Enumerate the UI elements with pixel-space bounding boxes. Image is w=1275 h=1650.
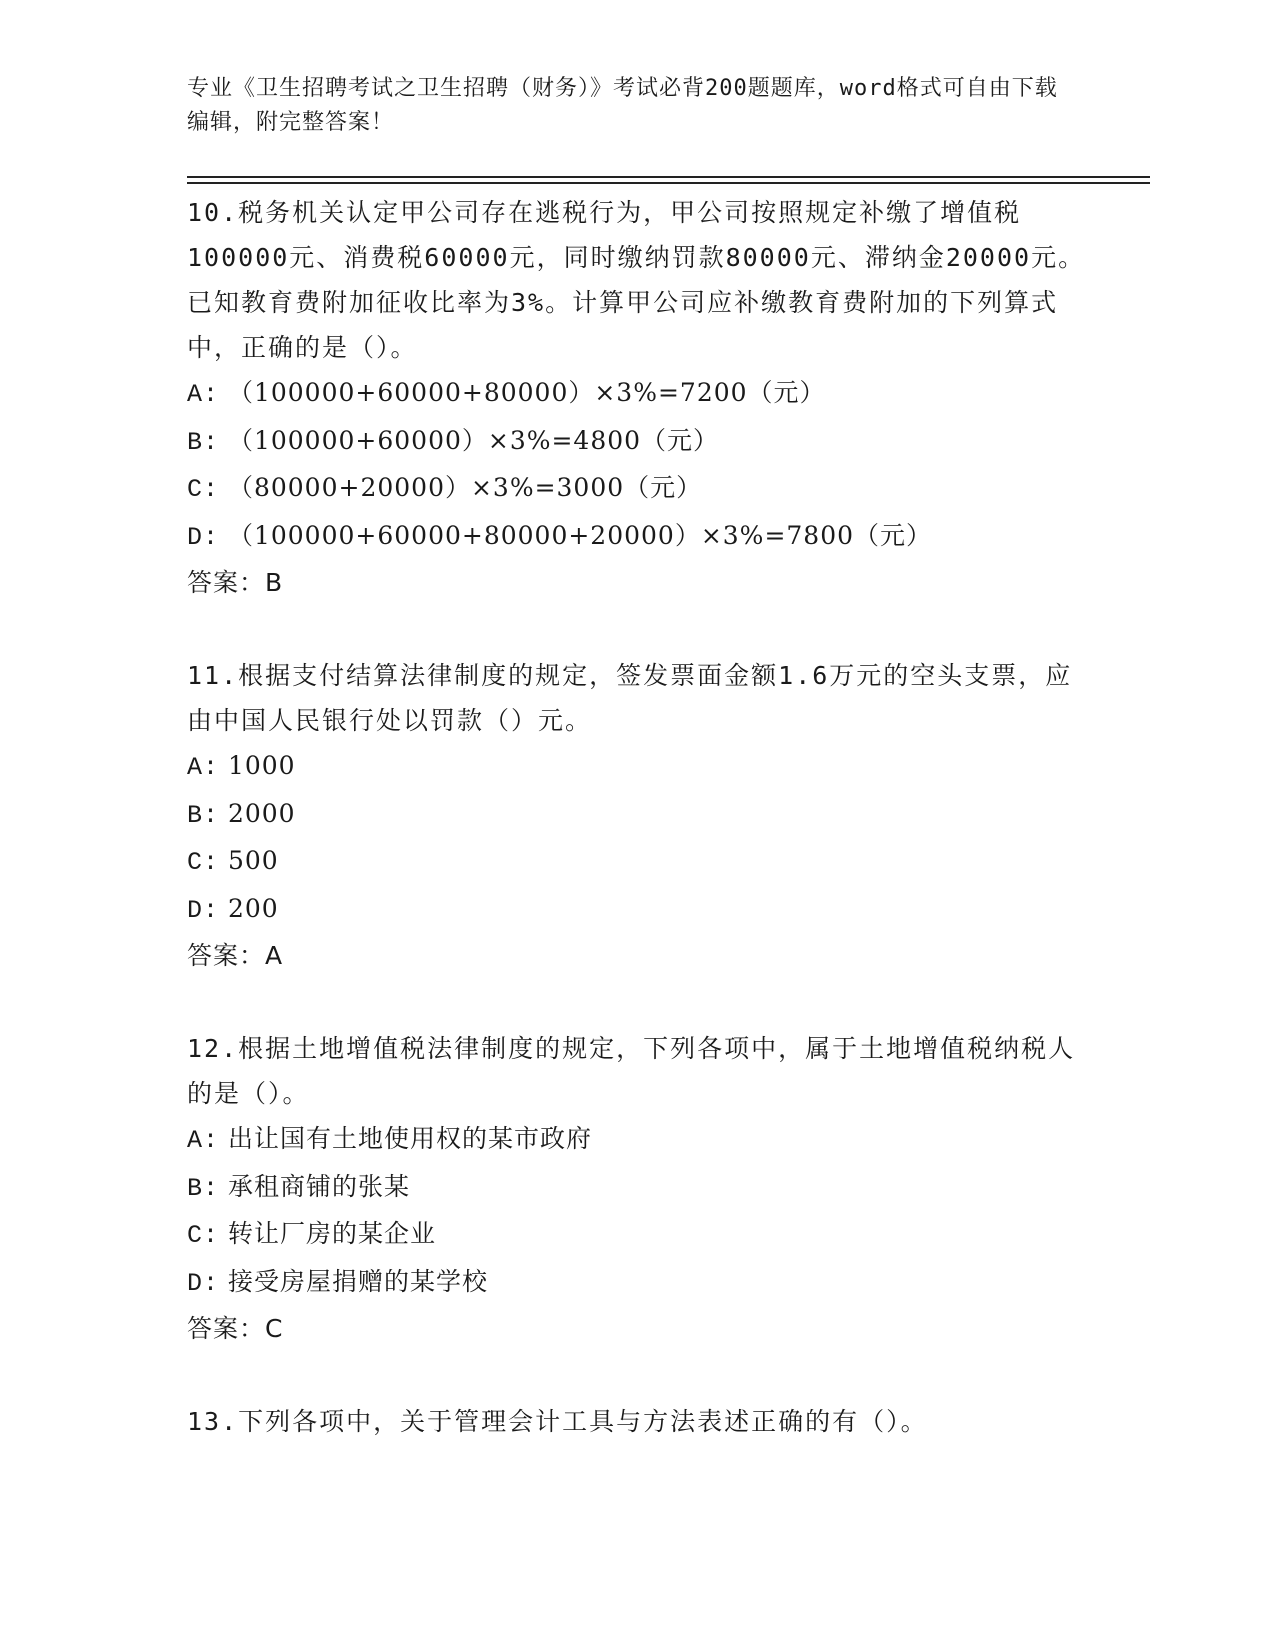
option-d: D: （100000+60000+80000+20000）×3%=7800（元） [187,520,933,552]
option-c: C: 500 [187,846,279,877]
option-b: B: 承租商铺的张某 [187,1171,410,1203]
option-c: C: 转让厂房的某企业 [187,1219,436,1250]
question-stem: 13.下列各项中，关于管理会计工具与方法表述正确的有（）。 [187,1407,928,1436]
question-11 [187,653,1087,978]
option-d: D: 接受房屋捐赠的某学校 [187,1266,488,1298]
option-a: A: 出让国有土地使用权的某市政府 [187,1124,592,1155]
option-d: D: 200 [187,893,279,925]
question-stem: 11.根据支付结算法律制度的规定，签发票面金额1.6万元的空头支票，应由中国人民银行处以罚款（）元。 [187,661,1073,735]
header-divider-second [187,182,1150,184]
option-a: A: 1000 [187,751,296,782]
question-10 [187,190,1087,605]
option-b: B: （100000+60000）×3%=4800（元） [187,425,720,457]
option-b: B: 2000 [187,798,296,830]
question-list [187,190,1087,1492]
answer-line: 答案：C [187,1314,284,1343]
option-a: A: （100000+60000+80000）×3%=7200（元） [187,378,826,409]
answer-line: 答案：A [187,941,284,970]
question-13 [187,1399,1087,1444]
document-header: 专业《卫生招聘考试之卫生招聘（财务）》考试必背200题题库，word格式可自由下载编辑，附完整答案！ [187,76,1058,135]
question-stem: 12.根据土地增值税法律制度的规定，下列各项中，属于土地增值税纳税人的是（）。 [187,1034,1076,1108]
option-c: C: （80000+20000）×3%=3000（元） [187,473,703,504]
question-12 [187,1026,1087,1351]
answer-line: 答案：B [187,568,284,597]
question-stem: 10.税务机关认定甲公司存在逃税行为，甲公司按照规定补缴了增值税100000元、消费税60000元，同时缴纳罚款80000元、滞纳金20000元。已知教育费附加征收比率为3%。计算甲公司应补缴教育费附加的下列算式中，正确的是（）。 [187,198,1086,362]
header-divider [187,176,1150,178]
